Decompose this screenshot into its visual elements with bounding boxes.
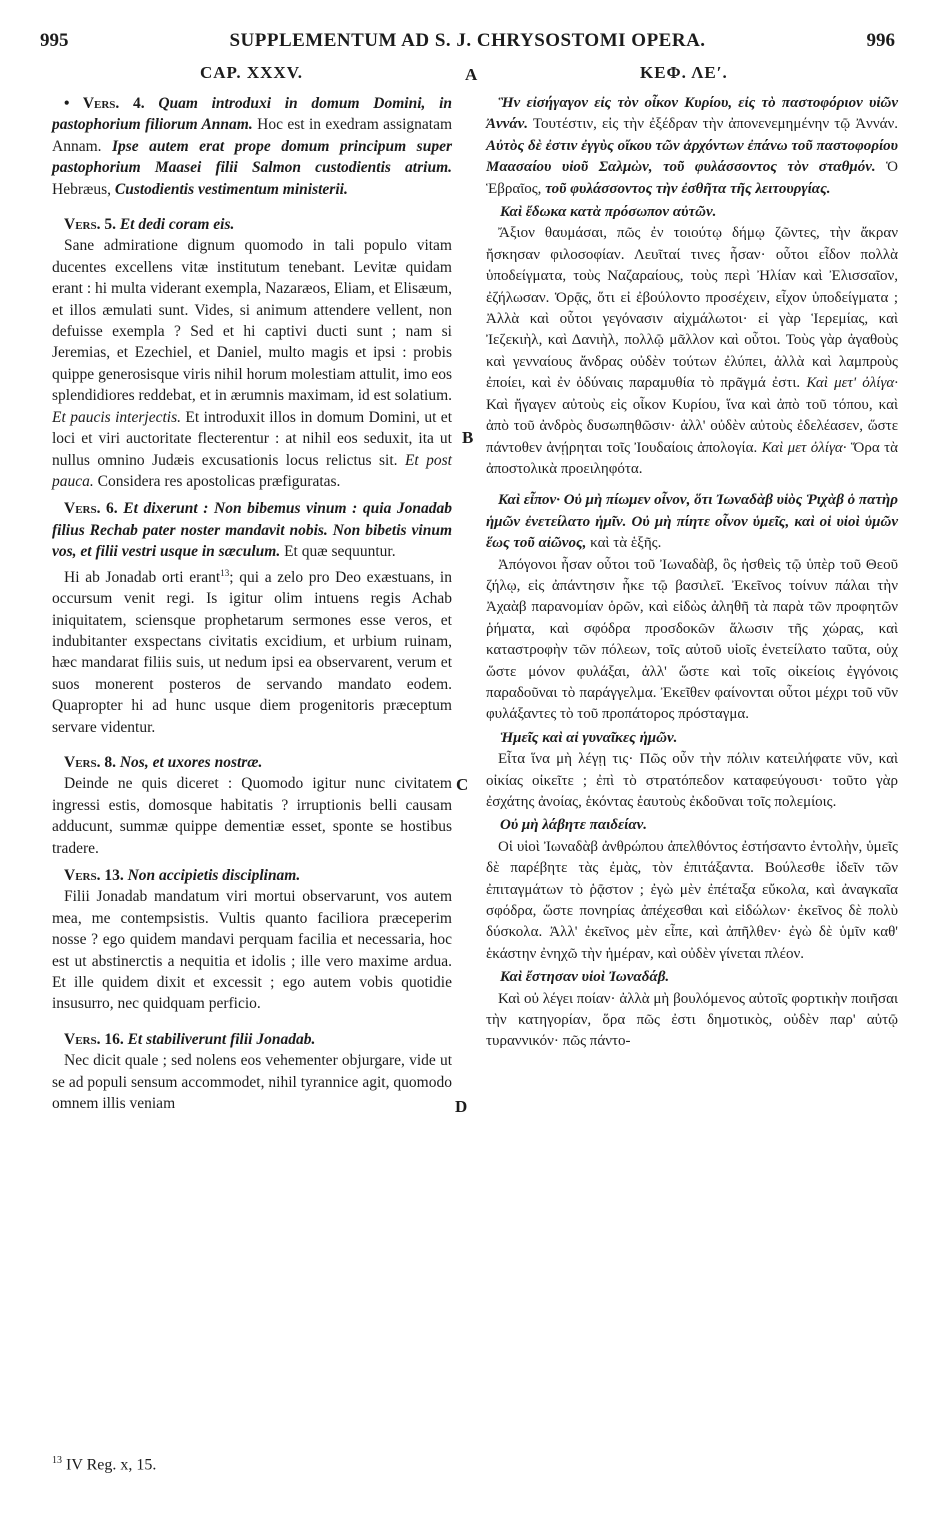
commentary-text: Filii Jonadab mandatum viri mortui observarunt, vos autem mea, me contempsistis. Vultis quanto faciliora præceperim nosse ? ego quidem mandavi perquam facilia et necessaria, hoc est ut abstinerctis a nequitia et idolis ; ille vero maxime ardua. Et ille quidem dixit et excessit ; ego autem vobis quotidie insusurro, nec quidquam perficio. <box>52 888 452 1013</box>
page-number-right: 996 <box>866 30 895 51</box>
chapter-latin: CAP. XXXV. <box>200 63 304 82</box>
commentary-text: Τουτέστιν, εἰς τὴν ἐξέδραν τὴν ἀπονενεμημένην τῷ Ἀννάν. <box>532 116 899 133</box>
latin-column <box>52 93 452 1470</box>
commentary-text: καὶ τὰ ἑξῆς. <box>590 535 662 552</box>
verse-16-latin <box>52 1029 452 1050</box>
verse-4-greek <box>486 93 898 200</box>
verse-6-latin <box>52 498 452 562</box>
commentary-paragraph <box>52 563 452 738</box>
commentary-italic: Καὶ μετ' ὀλίγα· <box>806 375 898 392</box>
verse-5-greek-lemma: Καὶ ἔδωκα κατὰ πρόσωπον αὐτῶν. <box>500 204 717 221</box>
verse-13-latin <box>52 865 452 886</box>
verse-label: Vers. 8. <box>64 753 116 771</box>
footnote-reference: 13 <box>220 567 230 578</box>
verse-lemma: Quam introduxi in domum Domini, in pastophorium filiorum Annam. <box>52 95 452 134</box>
verse-lemma: Ἣν εἰσήγαγον εἰς τὸν οἶκον Κυρίου, εἰς τὸ παστοφόριον υἱῶν Ἀννάν. <box>486 95 898 133</box>
commentary-italic: Καὶ μετ ὀλίγα· <box>761 439 847 456</box>
verse-lemma: Et dedi coram eis. <box>119 216 235 234</box>
commentary-text: Hoc est in exedram assignatam Annam. <box>52 116 453 155</box>
verse-lemma: Καὶ εἶπον· Οὐ μὴ πίωμεν οἶνον, ὅτι Ἰωναδὰβ υἱὸς Ῥιχὰβ ὁ πατὴρ ἡμῶν ἐνετείλατο ἡμῖν. Οὐ μὴ πίητε οἶνον ὑμεῖς, καὶ οἱ υἱοὶ ὑμῶν ἕως τοῦ αἰῶνος, <box>486 492 898 552</box>
verse-lemma: Ipse autem erat prope domum principum super pastophorium Maasei filii Salmon custodientis atrium. <box>52 137 452 177</box>
verse-lemma: Et stabiliverunt filii Jonadab. <box>127 1030 316 1048</box>
commentary-text: Ἄξιον θαυμάσαι, πῶς ἐν τοιούτῳ δήμῳ ζῶντες, τὴν ἄκραν ἤσκησαν φιλοσοφίαν. Λευῖταί τινες ἦσαν· οὗτοι εἶδον πολλὰ ὑποδείγματα, τοὺς Ναζαραίους, τοὺς περὶ Ἠλίαν καὶ Ἐλισσαῖον, ἐζήλωσαν. Ὁρᾷς, ὅτι εἰ ἐβούλοντο προσέχειν, εἶχον ὑποδείγματα ; Ἀλλὰ καὶ οὗτοι γεγόνασιν αἰχμάλωτοι· εἰ γὰρ Ἱερεμίας, καὶ Ἰεζεκιὴλ, καὶ Δανιὴλ, πολλῷ μᾶλλον καὶ οὗτοι. Τοὺς γὰρ ἀγαθοὺς καὶ γενναίους ἄνδρας οὐδὲν τούτων ἐλύπει, ἀλλὰ καὶ λαμπροὺς ἐποίει, καὶ ἐν ὀδύναις παραμυθία τὸ πρᾶγμά ἐστι. <box>486 225 898 392</box>
commentary-text: Ὅρα τὰ ἀποστολικὰ προειληφότα. <box>486 439 898 477</box>
commentary-text: Εἶτα ἵνα μὴ λέγῃ τις· Πῶς οὖν τὴν πόλιν κατειλήφατε νῦν, καὶ οἰκίας οἰκεῖτε ; ἐπὶ τὸ στρατόπεδον καταφεύγουσι· τοῦτο γὰρ ἐσχάτης ἀνοίας, ἑκόντας ἑαυτοὺς ἐκδοῦναι τοῖς πολεμίοις. <box>486 751 898 810</box>
page-header <box>40 30 895 60</box>
commentary-text: Nec dicit quale ; sed nolens eos vehementer objurgare, vide ut se ad populi sensum accommodet, nihil tyrannice agit, quomodo omnem illis veniam <box>52 1052 452 1113</box>
verse-13-greek-lemma: Οὐ μὴ λάβητε παιδείαν. <box>500 817 648 834</box>
verse-lemma: Et dixerunt : Non bibemus vinum : quia Jonadab filius Rechab pater noster mandavit nobis. Non bibetis vinum vos, et filii vestri usque in sæculum. <box>52 500 453 561</box>
verse-4-latin <box>52 93 452 200</box>
chapter-greek: ΚΕΦ. ΛΕʹ. <box>640 63 728 82</box>
verse-lemma: τοῦ φυλάσσοντος τὴν ἐσθῆτα τῆς λειτουργίας. <box>545 180 831 197</box>
verse-lemma: Custodientis vestimentum ministerii. <box>114 180 348 198</box>
verse-lemma: Αὐτὸς δὲ ἐστιν ἐγγὺς οἴκου τῶν ἀρχόντων ἐπάνω τοῦ παστοφορίου Μαασαίου υἱοῦ Σαλμὼν, τοῦ φυλάσσοντος τὸν σταθμόν. <box>486 137 898 176</box>
commentary-text: Ὁ Ἑβραῖος, <box>486 159 899 197</box>
commentary-paragraph <box>486 989 898 1053</box>
commentary-paragraph <box>486 837 898 965</box>
commentary-italic: Et paucis interjectis. <box>52 408 181 426</box>
margin-letter-b: B <box>462 428 474 447</box>
commentary-paragraph <box>486 223 898 480</box>
commentary-paragraph <box>52 235 452 492</box>
commentary-text: Hi ab Jonadab orti erant <box>64 568 221 586</box>
footnote-text: IV Reg. x, 15. <box>66 1456 157 1474</box>
margin-letter-a: A <box>465 65 478 84</box>
verse-8-greek-lemma: Ἡμεῖς καὶ αἱ γυναῖκες ἡμῶν. <box>500 729 678 746</box>
running-title: SUPPLEMENTUM AD S. J. CHRYSOSTOMI OPERA. <box>229 30 706 51</box>
commentary-paragraph <box>52 886 452 1014</box>
commentary-text: Καὶ οὐ λέγει ποίαν· ἀλλὰ μὴ βουλόμενος αὐτοῖς φορτικὴν ποιῆσαι τὴν κατηγορίαν, ὅρα πῶς ἐστι δημοτικὸς, οὐδὲν παρ' αὐτῷ τυραννικόν· πῶς πάντο- <box>486 990 898 1050</box>
commentary-text: Et introduxit illos in domum Domini, ut et loci et viri auctoritate flecterentur : at nihil eos seduxit, ita ut nullus omnino Judæis excusationis locus relictus sit. <box>52 408 452 469</box>
commentary-text: Ἀπόγονοι ἦσαν οὗτοι τοῦ Ἰωναδὰβ, ὃς ἠσθεὶς τῷ ὑπὲρ τοῦ Θεοῦ ζήλῳ, εἰς ἀπάντησιν ἧκε τῷ βασιλεῖ. Ἐκεῖνος τοίνυν πάλαι τὴν Ἀχαὰβ παρανομίαν ὁρῶν, καὶ εἰδὼς ἀληθῆ τὰ παρὰ τῶν προφητῶν ῥήματα, καὶ σφόδρα προσδοκῶν ἅλωσιν τῆς χώρας, καὶ καταστροφὴν τῶν πόλεων, τοῖς αὐτοῦ υἱοῖς ἐνετείλατο ταῦτα, οὐχ ὥστε μόνον φυλάξαι, ἀλλ' ὥστε καὶ τοῖς οἰκείοις ἐγγόνοις παραδοῦναι τὸ παράγγελμα. Ἐκεῖθεν φαίνονται οὗτοι μέχρι τοῦ νῦν φυλάξαντες τὸ τοῦ προπάτορος πρόσταγμα. <box>486 556 898 723</box>
verse-6-greek <box>486 490 898 554</box>
commentary-text: Οἱ υἱοὶ Ἰωναδὰβ ἀνθρώπου ἀπελθόντος ἐστήσαντο ἐντολὴν, ὑμεῖς δὲ παρέβητε τὰς ἐμὰς, τὸν ἐπιτάξαντα. Βούλεσθε ἰδεῖν τῶν ἐπιταγμάτων τὸ ῥᾷστον ; ἐγὼ μὲν ἐπέταξα εὔκολα, καὶ ἀναγκαῖα σφόδρα, ὥστε πονηρίας ἀπέχεσθαι καὶ εἰδώλων· ἐκεῖνος δὲ πολὺ δύσκολα. Ἀλλ' ἐκεῖνος μὲν εἶπε, καὶ ἀπῆλθεν· ἐγὼ δὲ ὑμῖν καθ' ἑκάστην ἐνηχῶ τὴν ἡμέραν, καὶ οὐδὲν γίνεται πλέον. <box>486 838 898 962</box>
verse-label: • Vers. 4. <box>64 95 145 112</box>
footnote <box>52 1455 156 1474</box>
commentary-text: Deinde ne quis diceret : Quomodo igitur nunc civitatem ingressi estis, domosque habitatis ? irruptionis belli causam adducunt, summæ quippe dementiæ esset, sponte se hostibus tradere. <box>52 775 452 857</box>
margin-letter-d: D <box>455 1097 468 1116</box>
commentary-text: Hebræus, <box>52 180 111 198</box>
verse-label: Vers. 5. <box>64 216 116 234</box>
greek-column <box>486 93 898 1470</box>
commentary-paragraph <box>52 1050 452 1114</box>
commentary-text: Considera res apostolicas præfiguratas. <box>97 472 341 490</box>
page-number-left: 995 <box>40 30 69 51</box>
chapter-heading <box>40 63 895 89</box>
commentary-text: Sane admiratione dignum quomodo in tali populo vitam ducentes excellens vitæ institutum tenebant. Levitæ quidam erant : hi multa viderant exempla, Nazaræos, Eliam, et Elisæum, et illos æmulati sunt. Vides, si animum attendere vellent, non defuisse exempla ? Sed et hi captivi ducti sunt ; nam si Jeremias, et Ezechiel, et Daniel, multo magis et ipsi : probis quippe generosisque viris nihil horum molestiam attulit, imo eos splendidiores reddebat, et in ærumnis maximam, id est solatium. <box>52 237 452 405</box>
verse-8-latin <box>52 752 452 773</box>
verse-label: Vers. 13. <box>64 866 124 884</box>
commentary-text: Καὶ ἤγαγεν αὐτοὺς εἰς οἶκον Κυρίου, ἵνα καὶ ἀπὸ τοῦ τόπου, καὶ ἀπὸ τοῦ ἀνδρὸς δυσωπηθῶσιν· ἀλλ' οὐδὲν αὐτοὺς ἐδελέασεν, ὥστε πάντοθεν ἀνῄρηται τοῖς Ἰουδαίοις ἀπολογία. <box>486 396 898 456</box>
footnote-mark: 13 <box>52 1455 62 1466</box>
commentary-text: Et quæ sequuntur. <box>284 543 396 561</box>
commentary-paragraph <box>486 749 898 813</box>
commentary-italic: Et post pauca. <box>52 451 452 490</box>
commentary-paragraph <box>486 555 898 726</box>
verse-label: Vers. 16. <box>64 1030 124 1048</box>
verse-label: Vers. 6. <box>64 500 118 518</box>
verse-lemma: Nos, et uxores nostræ. <box>119 753 263 771</box>
verse-5-latin <box>52 214 452 235</box>
commentary-text: ; qui a zelo pro Deo exæstuans, in occursum venit regi. Is igitur olim intuens regis Achab iniquitatem, sciensque prophetarum sermones esse veros, et indubitanter exspectans civitatis excidium, et urbium ruinam, hæc mandarat filiis suis, ut nedum ipsi ea observarent, verum et suos monerent posteros de servando mandato eodem. Quapropter hi ad hunc usque diem progenitoris præceptum servare videntur. <box>52 568 452 736</box>
verse-lemma: Non accipietis disciplinam. <box>127 866 301 884</box>
commentary-paragraph <box>52 773 452 859</box>
verse-16-greek-lemma: Καὶ ἔστησαν υἱοὶ Ἰωναδάβ. <box>500 969 670 986</box>
margin-letter-c: C <box>456 775 469 794</box>
